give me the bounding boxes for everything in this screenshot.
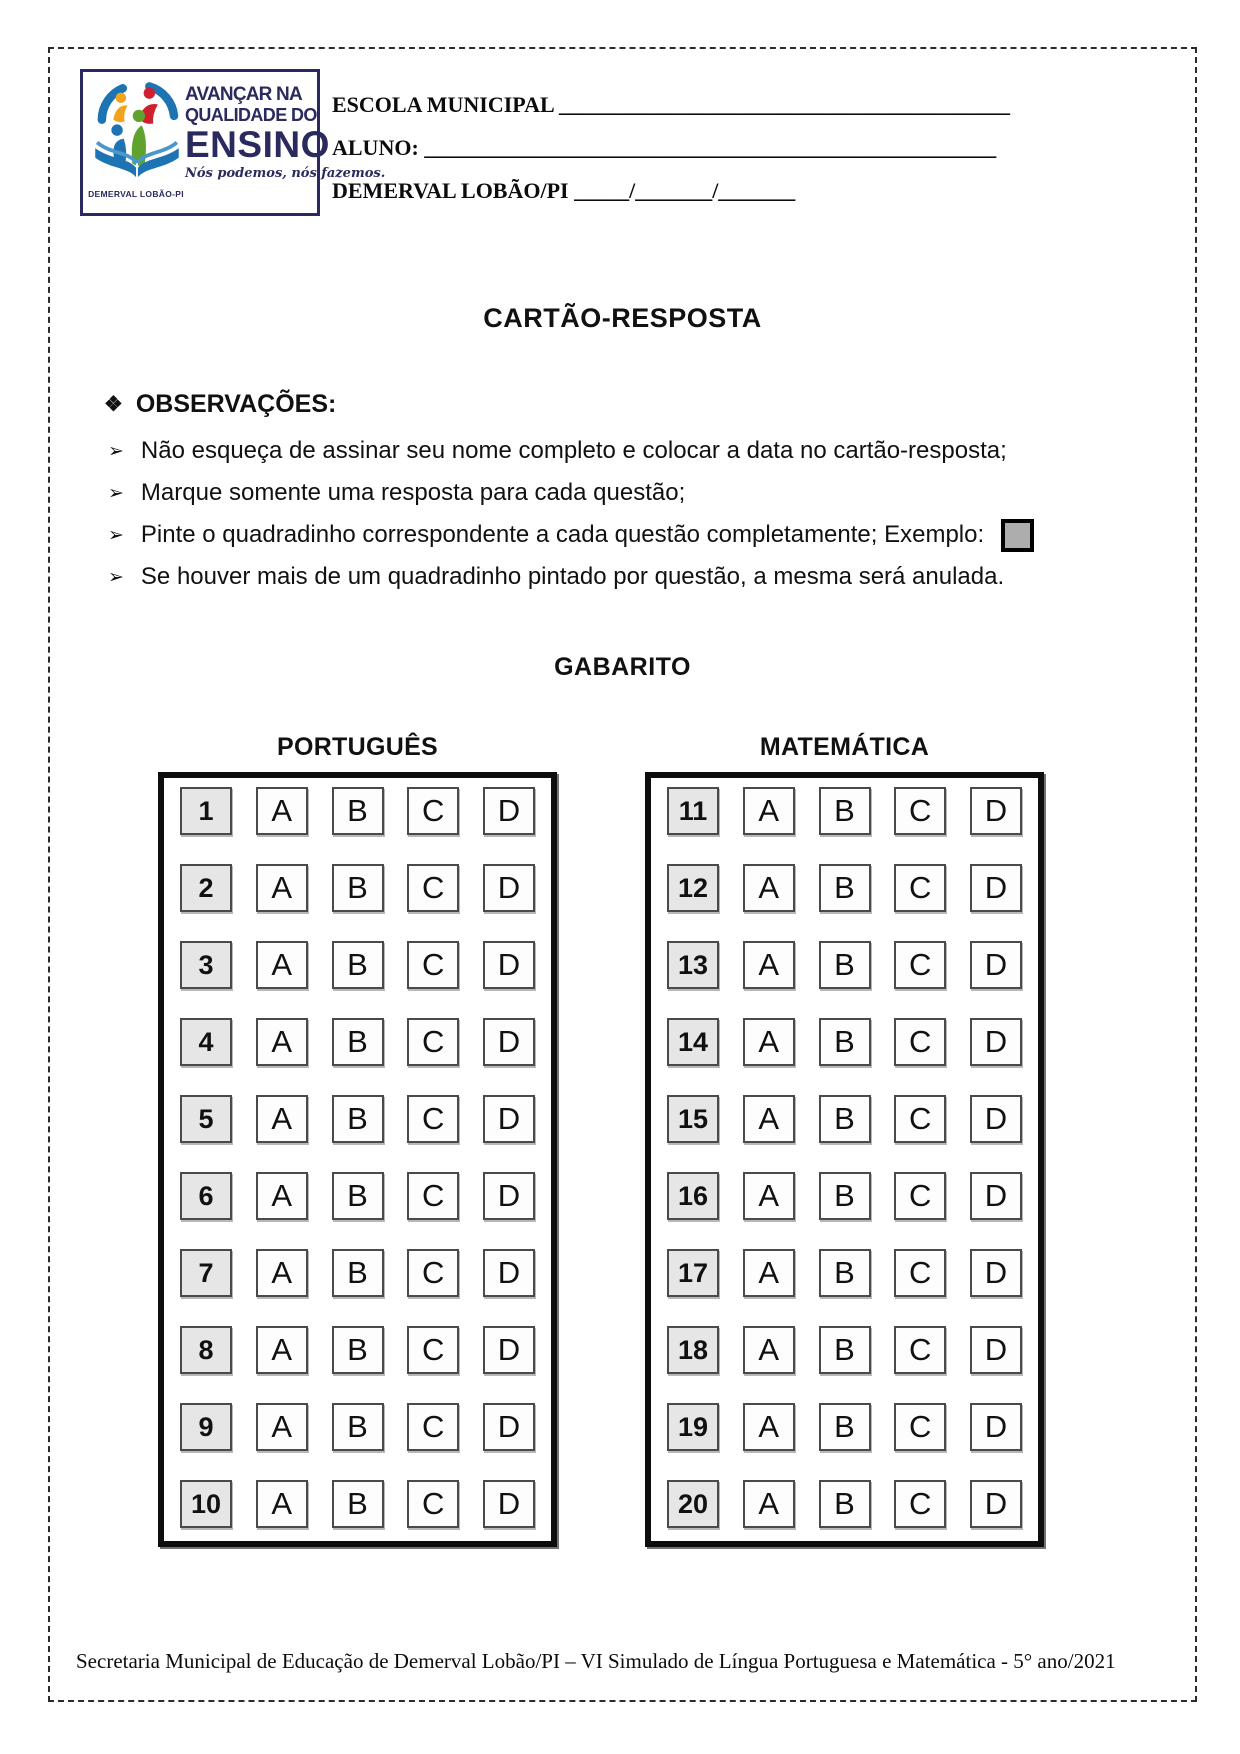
option-box-c[interactable]: C: [894, 864, 946, 912]
answer-row: [180, 1018, 535, 1066]
question-number: 4: [180, 1018, 232, 1066]
option-box-d[interactable]: D: [970, 1403, 1022, 1451]
logo-line2: QUALIDADE DO: [185, 105, 317, 125]
option-box-d[interactable]: D: [970, 1095, 1022, 1143]
logo-text-block: [185, 84, 386, 181]
question-number: 11: [667, 787, 719, 835]
example-filled-square: [1001, 519, 1034, 552]
option-box-c[interactable]: C: [894, 1480, 946, 1528]
question-number: 2: [180, 864, 232, 912]
option-box-b[interactable]: B: [332, 1172, 384, 1220]
option-box-b[interactable]: B: [332, 1095, 384, 1143]
answer-row: [667, 1095, 1022, 1143]
observations-heading-label: OBSERVAÇÕES:: [135, 390, 337, 418]
observation-item: [108, 520, 1034, 550]
option-box-c[interactable]: C: [894, 1403, 946, 1451]
option-box-a[interactable]: A: [256, 1018, 308, 1066]
option-box-a[interactable]: A: [256, 787, 308, 835]
option-box-c[interactable]: C: [407, 1018, 459, 1066]
option-box-b[interactable]: B: [332, 1480, 384, 1528]
option-box-b[interactable]: B: [332, 1403, 384, 1451]
option-box-c[interactable]: C: [407, 1326, 459, 1374]
observation-item: [108, 436, 1034, 466]
observation-text: Marque somente uma resposta para cada questão;: [140, 479, 686, 506]
option-box-d[interactable]: D: [483, 787, 535, 835]
logo-city-label: DEMERVAL LOBÃO-PI: [88, 189, 184, 199]
answer-row: [667, 864, 1022, 912]
option-box-d[interactable]: D: [483, 1018, 535, 1066]
option-box-d[interactable]: D: [483, 1403, 535, 1451]
option-box-b[interactable]: B: [819, 864, 871, 912]
option-box-d[interactable]: D: [970, 941, 1022, 989]
option-box-c[interactable]: C: [407, 1249, 459, 1297]
option-box-b[interactable]: B: [819, 1018, 871, 1066]
option-box-c[interactable]: C: [894, 1326, 946, 1374]
option-box-a[interactable]: A: [743, 1326, 795, 1374]
question-number: 16: [667, 1172, 719, 1220]
option-box-b[interactable]: B: [332, 1326, 384, 1374]
logo-motto: Nós podemos, nós fazemos.: [185, 166, 386, 181]
option-box-a[interactable]: A: [256, 864, 308, 912]
option-box-a[interactable]: A: [743, 1172, 795, 1220]
option-box-c[interactable]: C: [894, 941, 946, 989]
option-box-d[interactable]: D: [970, 1249, 1022, 1297]
observations-list: [108, 436, 1034, 604]
option-box-c[interactable]: C: [894, 1249, 946, 1297]
arrow-bullet-icon: ➢: [108, 566, 124, 588]
answer-row: [180, 941, 535, 989]
option-box-a[interactable]: A: [743, 787, 795, 835]
option-box-c[interactable]: C: [407, 787, 459, 835]
option-box-a[interactable]: A: [256, 1249, 308, 1297]
option-box-a[interactable]: A: [743, 941, 795, 989]
option-box-b[interactable]: B: [332, 1018, 384, 1066]
option-box-c[interactable]: C: [894, 1018, 946, 1066]
answer-row: [180, 1172, 535, 1220]
option-box-b[interactable]: B: [819, 1095, 871, 1143]
option-box-c[interactable]: C: [407, 1403, 459, 1451]
sheet-dashed-border: [48, 47, 1197, 1702]
option-box-d[interactable]: D: [970, 1018, 1022, 1066]
person-blue-head: [111, 124, 122, 135]
answer-row: [667, 1249, 1022, 1297]
option-box-c[interactable]: C: [894, 787, 946, 835]
observation-text: Não esqueça de assinar seu nome completo e colocar a data no cartão-resposta;: [140, 437, 1007, 464]
option-box-b[interactable]: B: [819, 1480, 871, 1528]
option-box-b[interactable]: B: [819, 941, 871, 989]
option-box-b[interactable]: B: [332, 941, 384, 989]
question-number: 3: [180, 941, 232, 989]
option-box-d[interactable]: D: [483, 941, 535, 989]
option-box-c[interactable]: C: [894, 1095, 946, 1143]
option-box-a[interactable]: A: [256, 941, 308, 989]
question-number: 7: [180, 1249, 232, 1297]
option-box-a[interactable]: A: [256, 1403, 308, 1451]
option-box-a[interactable]: A: [256, 1095, 308, 1143]
question-number: 1: [180, 787, 232, 835]
option-box-b[interactable]: B: [819, 1172, 871, 1220]
option-box-a[interactable]: A: [743, 1018, 795, 1066]
option-box-d[interactable]: D: [483, 1249, 535, 1297]
option-box-b[interactable]: B: [819, 1249, 871, 1297]
observation-item: [108, 478, 1034, 508]
option-box-d[interactable]: D: [483, 1095, 535, 1143]
option-box-c[interactable]: C: [407, 1480, 459, 1528]
option-box-a[interactable]: A: [256, 1172, 308, 1220]
observation-text: Se houver mais de um quadradinho pintado por questão, a mesma será anulada.: [140, 563, 1005, 590]
option-box-c[interactable]: C: [894, 1172, 946, 1220]
header-fields: [332, 83, 1010, 212]
option-box-c[interactable]: C: [407, 1172, 459, 1220]
gabarito-title: GABARITO: [554, 653, 691, 681]
answer-row: [180, 864, 535, 912]
answer-row: [667, 1326, 1022, 1374]
option-box-b[interactable]: B: [332, 1249, 384, 1297]
school-logo: [80, 69, 386, 216]
logo-line1: AVANÇAR NA: [185, 84, 302, 105]
question-number: 19: [667, 1403, 719, 1451]
answer-row: [667, 787, 1022, 835]
option-box-d[interactable]: D: [970, 787, 1022, 835]
option-box-a[interactable]: A: [743, 1095, 795, 1143]
answer-row: [180, 1326, 535, 1374]
logo-emblem-icon: [87, 76, 187, 188]
arrow-bullet-icon: ➢: [108, 482, 124, 504]
option-box-d[interactable]: D: [970, 1172, 1022, 1220]
option-box-b[interactable]: B: [819, 1403, 871, 1451]
person-orange-head: [116, 93, 126, 103]
diamond-bullet-icon: ❖: [104, 393, 123, 416]
person-green-head: [133, 110, 145, 122]
question-number: 18: [667, 1326, 719, 1374]
section-label-matematica: MATEMÁTICA: [759, 733, 930, 761]
question-number: 8: [180, 1326, 232, 1374]
answer-row: [180, 1480, 535, 1528]
option-box-a[interactable]: A: [743, 1480, 795, 1528]
option-box-d[interactable]: D: [483, 864, 535, 912]
answer-row: [180, 1095, 535, 1143]
option-box-d[interactable]: D: [483, 1480, 535, 1528]
answer-row: [667, 1403, 1022, 1451]
question-number: 15: [667, 1095, 719, 1143]
answer-row: [667, 941, 1022, 989]
observation-text: Pinte o quadradinho correspondente a cada questão completamente; Exemplo:: [140, 521, 985, 548]
option-box-c[interactable]: C: [407, 941, 459, 989]
question-number: 17: [667, 1249, 719, 1297]
answer-row: [180, 1403, 535, 1451]
answer-grid-portugues: [158, 772, 557, 1547]
answer-grid-matematica: [645, 772, 1044, 1547]
section-label-portugues: PORTUGUÊS: [276, 733, 439, 761]
question-number: 13: [667, 941, 719, 989]
question-number: 6: [180, 1172, 232, 1220]
option-box-a[interactable]: A: [743, 1249, 795, 1297]
answer-row: [667, 1172, 1022, 1220]
school-field: ESCOLA MUNICIPAL _________________________________________: [332, 92, 1010, 117]
person-red-head: [144, 87, 155, 98]
option-box-d[interactable]: D: [483, 1326, 535, 1374]
observation-item: [108, 562, 1034, 592]
question-number: 12: [667, 864, 719, 912]
option-box-d[interactable]: D: [970, 864, 1022, 912]
person-orange-body: [113, 105, 127, 122]
logo-line3: ENSINO: [185, 124, 330, 165]
option-box-a[interactable]: A: [256, 1326, 308, 1374]
answer-row: [180, 787, 535, 835]
option-box-d[interactable]: D: [970, 1480, 1022, 1528]
option-box-c[interactable]: C: [407, 1095, 459, 1143]
option-box-b[interactable]: B: [819, 787, 871, 835]
option-box-d[interactable]: D: [483, 1172, 535, 1220]
student-field: ALUNO: ____________________________________________________: [332, 135, 997, 160]
option-box-a[interactable]: A: [256, 1480, 308, 1528]
answer-row: [180, 1249, 535, 1297]
option-box-b[interactable]: B: [332, 864, 384, 912]
answer-row: [667, 1018, 1022, 1066]
option-box-b[interactable]: B: [819, 1326, 871, 1374]
option-box-a[interactable]: A: [743, 864, 795, 912]
option-box-a[interactable]: A: [743, 1403, 795, 1451]
observations-heading: [104, 390, 336, 419]
question-number: 5: [180, 1095, 232, 1143]
question-number: 14: [667, 1018, 719, 1066]
page-title: CARTÃO-RESPOSTA: [483, 303, 762, 333]
option-box-b[interactable]: B: [332, 787, 384, 835]
arrow-bullet-icon: ➢: [108, 440, 124, 462]
question-number: 9: [180, 1403, 232, 1451]
footer-text: Secretaria Municipal de Educação de Demerval Lobão/PI – VI Simulado de Língua Portuguesa e Matemática - 5° ano/2021: [76, 1649, 1116, 1673]
question-number: 20: [667, 1480, 719, 1528]
option-box-d[interactable]: D: [970, 1326, 1022, 1374]
answer-row: [667, 1480, 1022, 1528]
city-date-field: DEMERVAL LOBÃO/PI _____/_______/_______: [332, 178, 796, 203]
question-number: 10: [180, 1480, 232, 1528]
option-box-c[interactable]: C: [407, 864, 459, 912]
arrow-bullet-icon: ➢: [108, 524, 124, 546]
